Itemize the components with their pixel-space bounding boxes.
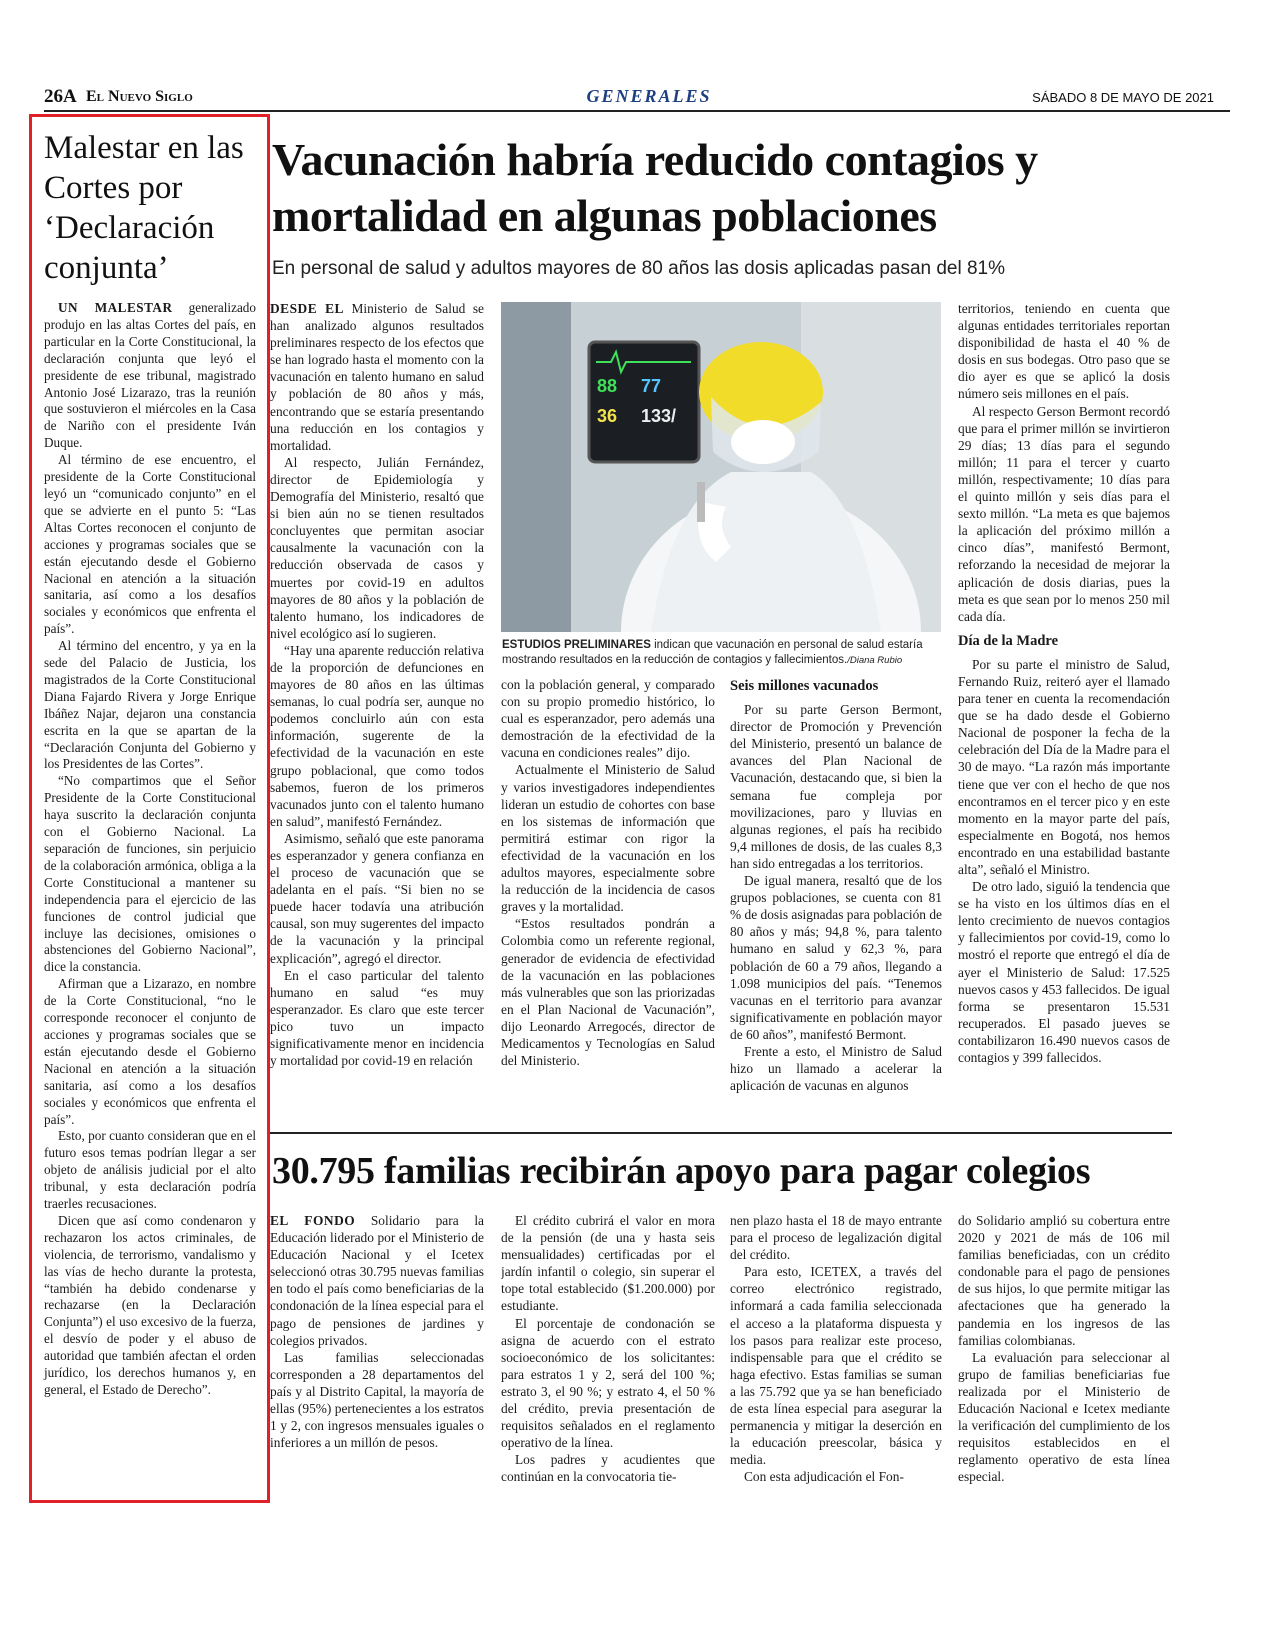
sidebar-paragraph: Esto, por cuanto consideran que en el futuro esos temas podrían llegar a ser objeto de análisis judicial por el alto tribunal, y esta declaración podría traerles recusaciones.	[44, 1128, 256, 1212]
main-paragraph: Ministerio de Salud se han analizado algunos resultados preliminares respecto de los efectos que se han logrado hasta el momento con la vacunación en talento humano en salud y población de 80 años y más, encontrando que se estaría presentando una reducción en los contagios y mortalidad.	[270, 301, 484, 453]
section-subhead: Seis millones vacunados	[730, 678, 879, 694]
main-photo	[501, 302, 941, 632]
main-column-2	[501, 676, 715, 1124]
sidebar-body	[44, 300, 256, 1399]
second-headline: 30.795 familias recibirán apoyo para pagar colegios	[272, 1150, 1091, 1192]
monitor-value: 77	[641, 376, 662, 396]
photo-illustration	[501, 302, 941, 632]
section-name: GENERALES	[586, 86, 712, 106]
photo-credit: /Diana Rubio	[847, 655, 903, 666]
photo-caption	[502, 638, 942, 668]
story-divider	[270, 1132, 1172, 1134]
patient-monitor	[589, 342, 699, 462]
second-paragraph: do Solidario amplió su cobertura entre 2020 y 2021 de más de 106 mil familias beneficiadas, con un crédito condonable para el pago de pensiones de sus hijos, lo que permite mitigar las afectaciones que ha generado la pandemia en los ingresos de las familias colombianas.	[958, 1213, 1170, 1348]
second-lead: EL FONDO	[270, 1213, 356, 1228]
second-column-4	[958, 1212, 1170, 1494]
main-paragraph: con la población general, y comparado con su propio promedio histórico, lo cual es esperanzador, pero además una demostración de la efectividad de la vacuna en condiciones reales” dijo.	[501, 677, 715, 761]
section-subhead: Día de la Madre	[958, 632, 1059, 649]
caption-lead: ESTUDIOS PRELIMINARES	[502, 639, 651, 651]
main-paragraph: En el caso particular del talento humano en salud “es muy esperanzador. Es claro que este tercer pico tuvo un impacto significativamente menor en incidencia y mortalidad por covid-19 en relación	[270, 967, 484, 1069]
paper-name: El Nuevo Siglo	[86, 88, 193, 105]
main-column-1	[270, 300, 484, 1124]
second-paragraph: Para esto, ICETEX, a través del correo electrónico registrado, informará a cada familia seleccionada el acceso a la plataforma dispuesta y los pasos para realizar este proceso, indispensable para que el crédito se haga efectivo. Estas familias se suman a las 75.792 que ya se han beneficiado de esta línea especial para asegurar la permanencia y mitigar la deserción en la educación preescolar, básica y media.	[730, 1264, 942, 1468]
monitor-value: 133/	[641, 406, 677, 426]
sidebar-article	[44, 128, 256, 1399]
second-column-3	[730, 1212, 942, 1494]
face-mask	[731, 420, 795, 464]
second-paragraph: nen plazo hasta el 18 de mayo entrante para el proceso de legalización digital del crédito.	[730, 1213, 942, 1263]
main-paragraph: De otro lado, siguió la tendencia que se ha visto en los últimos días en el lento crecimiento de nuevos contagios y fallecimientos por covid-19, como lo mostró el reporte que entregó el día de ayer el Ministerio de Salud: 17.525 nuevos casos y 453 fallecidos. De igual forma se presentaron 15.531 recuperados. El pasado jueves se contabilizaron 16.490 nuevos casos de contagios y 399 fallecidos.	[958, 879, 1170, 1066]
sidebar-paragraph: “No compartimos que el Señor Presidente de la Corte Constitucional haya suscrito la declaración conjunta con el Gobierno Nacional. La separación de funciones, sin perjuicio de la colaboración armónica, obliga a la Corte Constitucional a mantener su independencia para el ejercicio de las funciones de control judicial que incluye las decisiones, omisiones o abstenciones del Gobierno Nacional”, dice la constancia.	[44, 773, 256, 975]
second-paragraph: Los padres y acudientes que continúan en la convocatoria tie-	[501, 1452, 715, 1485]
main-paragraph: Por su parte Gerson Bermont, director de Promoción y Prevención del Ministerio, presentó un balance de avances del Plan Nacional de Vacunación, destacando que, si bien la semana fue compleja por movilizaciones, paro y lluvias en algunas regiones, el país ha recibido 9,4 millones de dosis, de las cuales 8,3 han sido entregadas a los territorios.	[730, 702, 942, 871]
main-paragraph: Frente a esto, el Ministro de Salud hizo un llamado a acelerar la aplicación de vacunas en algunos	[730, 1043, 942, 1094]
header-rule	[44, 110, 1230, 112]
second-column-2	[501, 1212, 715, 1494]
caption-text: indican que vacunación en personal de salud estaría mostrando resultados en la reducción de contagios y fallecimientos.	[502, 639, 923, 666]
main-subhead: En personal de salud y adultos mayores de 80 años las dosis aplicadas pasan del 81%	[272, 258, 1006, 279]
main-paragraph: Al respecto, Julián Fernández, director de Epidemiología y Demografía del Ministerio, resaltó que si bien aún no se tienen resultados concluyentes que permitan asociar causalmente la vacunación con la reducción observada de casos y muertes por covid-19 en adultos mayores de 80 años y la población de talento humano, los indicadores de nivel ecológico así lo sugieren.	[270, 454, 484, 641]
main-paragraph: Asimismo, señaló que este panorama es esperanzador y genera confianza en el proceso de vacunación que se adelanta en el país. “Si bien no se puede hacer todavía una atribución causal, son muy sugerentes del impacto de la vacunación y la principal explicación”, agregó el director.	[270, 830, 484, 966]
monitor-value: 88	[597, 376, 618, 396]
sidebar-headline: Malestar en las Cortes por ‘Declaración conjunta’	[44, 130, 244, 286]
second-paragraph: El crédito cubrirá el valor en mora de la pensión (de una y hasta seis mensualidades) certificadas por el jardín infantil o colegio, sin superar el tope total establecido ($1.200.000) por estudiante.	[501, 1213, 715, 1314]
sidebar-paragraph: generalizado produjo en las altas Cortes del país, en particular en la Corte Constitucional, la declaración conjunta que leyó el presidente de ese tribunal, magistrado Antonio José Lizarazo, tras la reunión que sostuvieron el miércoles en la Casa de Nariño con el presidente Iván Duque.	[44, 300, 256, 451]
main-paragraph: De igual manera, resaltó que de los grupos poblaciones, se cuenta con 81 % de dosis asignadas para población de 80 años y más; 94,8 %, para talento humano en salud y 62,3 %, para población de 60 a 79 años, llegando a 1.098 municipios del país. “Tenemos vacunas en el territorio para avanzar significativamente en población mayor de 60 años”, manifestó Bermont.	[730, 873, 942, 1042]
second-paragraph: Solidario para la Educación liderado por el Ministerio de Educación Nacional y el Icetex seleccionó otras 30.795 nuevas familias en todo el país como beneficiarias de la condonación de la línea especial para el pago de pensiones de jardines y colegios privados.	[270, 1213, 484, 1348]
monitor-value: 36	[597, 406, 618, 426]
main-column-3	[730, 678, 942, 1124]
main-paragraph: Al respecto Gerson Bermont recordó que para el primer millón se invirtieron 29 días; 13 días para el segundo millón; 11 para el tercer y cuarto millón, respectivamente; 10 días para el quinto millón y seis días para el sexto millón. “La meta es que bajemos la aplicación del próximo millón a cinco días”, manifestó Bermont, reforzando la necesidad de mejorar la aplicación de dosis diarias, pues la meta es que sean por lo menos 250 mil cada día.	[958, 403, 1170, 624]
sidebar-paragraph: Al término de ese encuentro, el presidente de la Corte Constitucional leyó un “comunicado conjunto” en el que se advierte en el punto 5: “Las Altas Cortes reconocen el conjunto de acciones y programas sociales que se están ejecutando desde el Gobierno Nacional en atención a la situación sanitaria, así como a los desafíos sociales y económicos que enfrenta el país”.	[44, 452, 256, 637]
sidebar-paragraph: Afirman que a Lizarazo, en nombre de la Corte Constitucional, “no le corresponde reconocer el conjunto de acciones y programas sociales que se están ejecutando desde el Gobierno Nacional en atención a la situación sanitaria, así como a los desafíos sociales y económicos que enfrenta el país”.	[44, 976, 256, 1127]
main-lead: DESDE EL	[270, 301, 344, 316]
second-column-1	[270, 1212, 484, 1494]
page-header	[44, 86, 1234, 112]
main-paragraph: “Estos resultados pondrán a Colombia como un referente regional, generador de evidencia de efectividad de la vacunación en las poblaciones más vulnerables que son las priorizadas en el Plan Nacional de Vacunación”, dijo Leonardo Arregocés, director de Medicamentos y Tecnologías en Salud del Ministerio.	[501, 916, 715, 1069]
second-paragraph: Con esta adjudicación el Fon-	[744, 1469, 904, 1485]
main-paragraph: Por su parte el ministro de Salud, Fernando Ruiz, reiteró ayer el llamado para tener en cuenta la recomendación que se ha dado desde el Gobierno Nacional de posponer la fecha de la celebración del Día de la Madre para el 30 de mayo. “La razón más importante tiene que ver con el hecho de que nos encontramos en el tercer pico y en este momento en la mayor parte del país, especialmente en Bogotá, nos hemos encontrado en una estabilidad bastante alta”, señaló el Ministro.	[958, 656, 1170, 877]
issue-date: SÁBADO 8 DE MAYO DE 2021	[1032, 90, 1214, 105]
sidebar-lead: UN MALESTAR	[58, 300, 173, 315]
page-number: 26A	[44, 86, 77, 107]
second-paragraph: Las familias seleccionadas corresponden a 28 departamentos del país y al Distrito Capital, la mayoría de ellas (95%) pertenecientes a los estratos 1 y 2, con ingresos mensuales iguales o inferiores a un millón de pesos.	[270, 1349, 484, 1451]
sidebar-paragraph: Dicen que así como condenaron y rechazaron los actos criminales, de violencia, de terrorismo, vandalismo y las vías de hecho durante la protesta, “también ha debido condenarse y rechazarse (en la Declaración Conjunta”) el uso excesivo de la fuerza, el desvío de poder y el abuso de autoridad que también afectan el orden jurídico, los derechos humanos y, en general, el Estado de Derecho”.	[44, 1212, 256, 1397]
main-paragraph: “Hay una aparente reducción relativa de la proporción de defunciones en mayores de 80 años en las últimas semanas, lo cual podría ser, aunque no podemos concluirlo aún con esta información, sugerente de la efectividad de la vacunación en este grupo poblacional, que como todos sabemos, fueron de los primeros vacunados junto con el talento humano en salud”, manifestó Fernández.	[270, 642, 484, 829]
second-paragraph: El porcentaje de condonación se asigna de acuerdo con el estrato socioeconómico de los solicitantes: para estratos 1 y 2, será del 100 %; estrato 3, el 90 %; y estrato 4, el 50 % del crédito, previa presentación de requisitos señalados en el reglamento operativo de la línea.	[501, 1315, 715, 1451]
main-paragraph: Actualmente el Ministerio de Salud y varios investigadores independientes lideran un estudio de cohortes con base en los sistemas de información que permitirá estimar con rigor la efectividad de la vacunación en los adultos mayores, especialmente sobre la reducción de la incidencia de casos graves y la mortalidad.	[501, 762, 715, 915]
main-column-4	[958, 300, 1170, 1124]
second-paragraph: La evaluación para seleccionar al grupo de familias beneficiarias fue realizada por el Ministerio de Educación Nacional e Icetex mediante la verificación del cumplimiento de los requisitos establecidos en el reglamento operativo de esta línea especial.	[958, 1349, 1170, 1485]
main-headline: Vacunación habría reducido contagios y mortalidad en algunas poblaciones	[272, 134, 1038, 241]
main-paragraph: territorios, teniendo en cuenta que algunas entidades territoriales reportan disponibilidad de hasta el 40 % de dosis en sus bodegas. Otro paso que se dio ayer es que se aplicó la dosis número seis millones en el país.	[958, 301, 1170, 402]
sidebar-paragraph: Al término del encentro, y ya en la sede del Palacio de Justicia, los magistrados de la Corte Constitucional Diana Fajardo Rivera y Jorge Enrique Ibáñez Najar, dejaron una constancia escrita en la que se apartan de la “Declaración Conjunta del Gobierno y los Presidentes de las Cortes”.	[44, 638, 256, 772]
